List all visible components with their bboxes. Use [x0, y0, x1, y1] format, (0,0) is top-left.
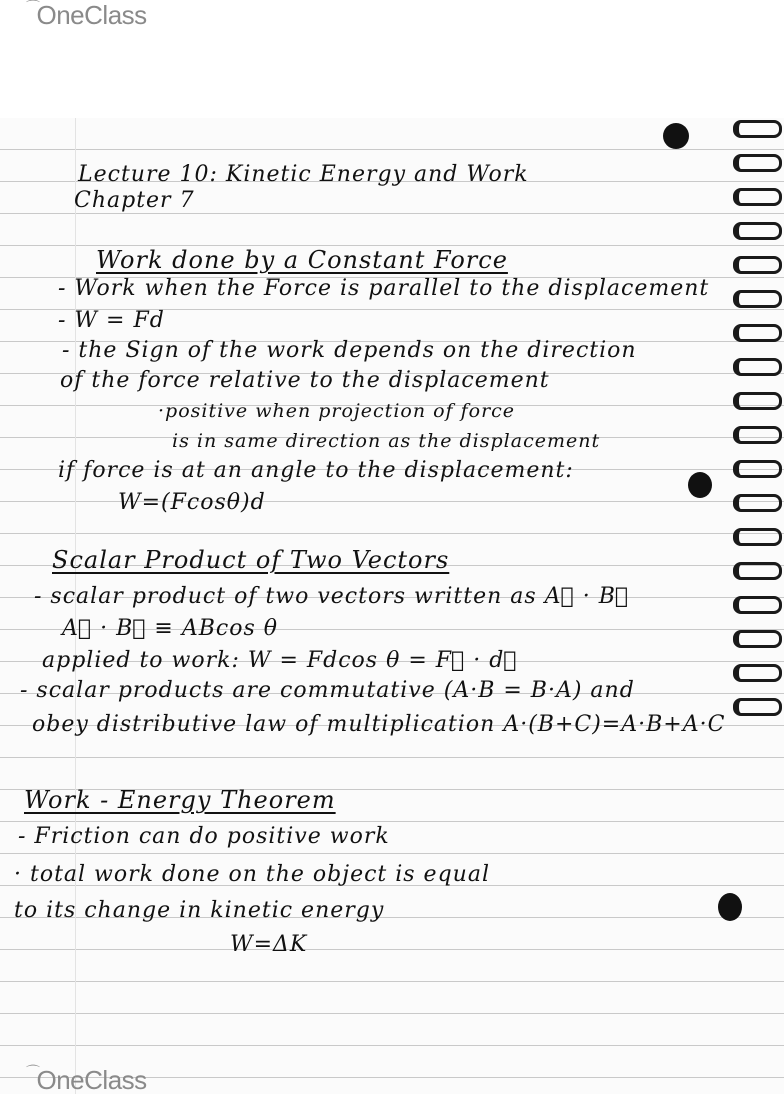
- spiral-ring: [733, 222, 782, 240]
- note-line: of the force relative to the displacement: [60, 368, 550, 393]
- logo-text: OneClass: [36, 0, 147, 30]
- spiral-ring: [733, 188, 782, 206]
- formula-work-energy: W=ΔK: [230, 932, 308, 957]
- formula-work-angle: W=(Fcosθ)d: [118, 490, 266, 515]
- oneclass-logo-top: [26, 0, 147, 31]
- spiral-ring: [733, 324, 782, 342]
- note-line: to its change in kinetic energy: [14, 898, 385, 923]
- spiral-ring: [733, 358, 782, 376]
- spiral-ring: [733, 460, 782, 478]
- logo-mark-icon: ⌒: [26, 1063, 40, 1080]
- note-line: applied to work: W = Fdcos θ = F⃗ · d⃗: [42, 648, 518, 673]
- spiral-ring: [733, 528, 782, 546]
- spiral-ring: [733, 698, 782, 716]
- formula-scalar-product: A⃗ · B⃗ ≡ ABcos θ: [62, 616, 279, 641]
- section-heading-constant-force: Work done by a Constant Force: [96, 246, 508, 274]
- spiral-ring: [733, 562, 782, 580]
- spiral-ring: [733, 154, 782, 172]
- oneclass-logo-bottom: [26, 1065, 147, 1096]
- note-line: - scalar products are commutative (A·B = B·A) and: [20, 678, 635, 703]
- hole-punch-1: [663, 123, 689, 149]
- note-line: is in same direction as the displacement: [172, 430, 601, 452]
- note-line: - scalar product of two vectors written as A⃗ · B⃗: [34, 584, 630, 609]
- spiral-binding: [734, 120, 784, 740]
- note-line: - Work when the Force is parallel to the displacement: [58, 276, 710, 301]
- spiral-ring: [733, 596, 782, 614]
- note-line: - W = Fd: [58, 308, 165, 333]
- hole-punch-2: [688, 472, 712, 498]
- section-heading-work-energy: Work - Energy Theorem: [24, 786, 336, 814]
- note-line: ·positive when projection of force: [158, 400, 516, 422]
- logo-mark-icon: ⌒: [26, 0, 40, 15]
- logo-text: OneClass: [36, 1065, 147, 1095]
- spiral-ring: [733, 256, 782, 274]
- note-line: if force is at an angle to the displacement:: [58, 458, 574, 483]
- note-line: - Friction can do positive work: [18, 824, 390, 849]
- spiral-ring: [733, 290, 782, 308]
- hole-punch-3: [718, 893, 742, 921]
- spiral-ring: [733, 426, 782, 444]
- spiral-ring: [733, 664, 782, 682]
- note-line: · total work done on the object is equal: [14, 862, 490, 887]
- chapter-title: Chapter 7: [74, 188, 195, 213]
- section-heading-scalar-product: Scalar Product of Two Vectors: [52, 546, 450, 574]
- note-line: obey distributive law of multiplication A·(B+C)=A·B+A·C: [32, 712, 726, 737]
- spiral-ring: [733, 494, 782, 512]
- spiral-ring: [733, 630, 782, 648]
- spiral-ring: [733, 392, 782, 410]
- spiral-ring: [733, 120, 782, 138]
- lecture-title: Lecture 10: Kinetic Energy and Work: [78, 162, 529, 187]
- note-line: - the Sign of the work depends on the direction: [62, 338, 637, 363]
